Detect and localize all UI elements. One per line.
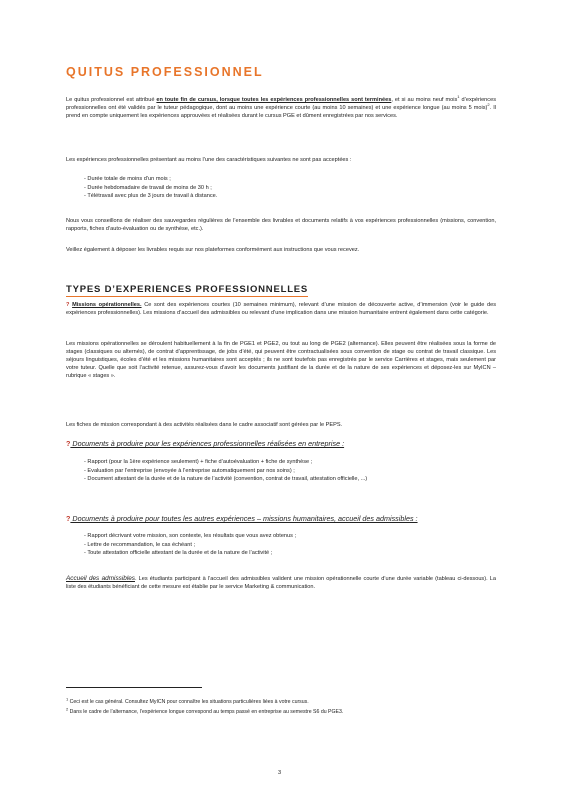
- footnote-text: Dans le cadre de l’alternance, l’expérience longue correspond au temps passé en entreprise au semestre S6 du PGE3.: [68, 709, 344, 715]
- missions-paragraph: [66, 302, 496, 318]
- docs-pro-list: [84, 458, 494, 484]
- list-item: - Document attestant de la durée et de la nature de l’activité (convention, contrat de travail, attestation officielle, ...): [84, 475, 494, 484]
- list-item: - Durée hebdomadaire de travail de moins de 30 h ;: [84, 184, 494, 193]
- page-number: 3: [278, 770, 282, 776]
- intro-text-b: , et si au moins neuf mois: [391, 97, 458, 103]
- missions-paragraph-2: Les missions opérationnelles se déroulent habituellement à la fin de PGE1 et PGE2, ou tout au long de PGE2 (alternance). Elles peuvent être réalisées sous la forme de stages (classiques ou alternés), de contrat d’apprentissage, de jobs d’été, qui peuvent être contractualisées sous convention de stage ou contrat de travail classique. Les séjours linguistiques, écoles d’été et les missions humanitaires sont acceptés ; ils ne sont toutefois pas enregistrés par le service Carrières et stages, mais seulement par votre tuteur. Quelle que soit l’activité retenue, assurez-vous d’avoir les documents justifiant de la durée et de la nature de ses expériences et déposez-les sur MyICN – rubrique « stages ».: [66, 341, 496, 379]
- advice-paragraph: Nous vous conseillons de réaliser des sauvegardes régulières de l’ensemble des livrables et documents relatifs à vos expériences professionnelles (missions, convention, rapports, fiches d’auto-évaluation ou de synthèse, etc.).: [66, 218, 496, 232]
- question-mark-icon: ?: [66, 302, 70, 308]
- section-title: [66, 284, 308, 295]
- list-item: - Evaluation par l’entreprise (envoyée à l’entreprise automatiquement par nos soins) ;: [84, 467, 494, 476]
- footnote-2: [66, 706, 496, 716]
- intro-text-d: . Il prend en compte uniquement les expériences approuvées et réalisées durant le cursus PGE et dûment enregistrées par nos services.: [66, 104, 496, 119]
- intro-text-a: Le quitus professionnel est attribué: [66, 97, 157, 103]
- question-mark-icon: ?: [66, 439, 71, 448]
- footnote-ref-2: 2: [487, 102, 490, 108]
- section-title-underline: [66, 296, 308, 297]
- list-item: - Rapport décrivant votre mission, son contexte, les résultats que vous avez obtenus ;: [84, 532, 494, 541]
- page-heading: QUITUS PROFESSIONNEL: [66, 65, 264, 79]
- footnote-1: [66, 696, 496, 706]
- deposit-paragraph: Veillez également à déposer les livrables requis sur nos plateformes conformément aux instructions que vous recevez.: [66, 247, 360, 253]
- section-title-text: TYPES D’EXPERIENCES PROFESSIONNELLES: [66, 284, 309, 295]
- intro-underlined: en toute fin de cursus, lorsque toutes les expériences professionnelles sont terminées: [156, 97, 392, 103]
- list-item: - Télétravail avec plus de 3 jours de travail à distance.: [84, 192, 494, 201]
- list-item: - Lettre de recommandation, le cas échéant ;: [84, 541, 494, 550]
- question-mark-icon: ?: [66, 514, 71, 523]
- footnote-number: 1: [66, 696, 69, 702]
- footnote-number: 2: [66, 706, 69, 712]
- intro-text-c: d’expériences professionnelles ont été validés par le tuteur pédagogique, dont au moins une expérience courte (au moins 10 semaines) et une expérience longue (au moins 5 mois): [66, 97, 497, 111]
- docs-pro-heading-text: Documents à produire pour les expériences professionnelles réalisées en entreprise :: [70, 439, 345, 448]
- footnote-separator: [66, 687, 202, 688]
- footnote-text: Ceci est le cas général. Consultez MyICN pour connaître les situations particulières liées à votre cursus.: [68, 699, 309, 705]
- accueil-paragraph: [66, 575, 496, 592]
- missions-label: Missions opérationnelles.: [72, 302, 142, 308]
- missions-paragraph-3: Les fiches de mission correspondant à des activités réalisées dans le cadre associatif sont gérées par le PEPS.: [66, 422, 343, 428]
- docs-other-heading: [66, 514, 498, 523]
- docs-other-list: [84, 532, 494, 558]
- accueil-text: . Les étudiants participant à l’accueil des admissibles valident une mission opérationnelle courte d’une durée variable (tableau ci-dessous). La liste des étudiants bénéficiant de cette mesure est établie par le service Marketing & communication.: [66, 576, 496, 590]
- list-item: - Toute attestation officielle attestant de la durée et de la nature de l’activité ;: [84, 549, 494, 558]
- footnote-ref-1: 1: [457, 94, 460, 100]
- criteria-intro: Les expériences professionnelles présentant au moins l’une des caractéristiques suivantes ne sont pas acceptées :: [66, 157, 352, 163]
- missions-text: Ce sont des expériences courtes (10 semaines minimum), relevant d’une mission de découverte active, d’immersion (voir le guide des expériences professionnelles). Les missions d’accueil des admissibles ou relevant d’une implication dans une mission humanitaire entrent également dans cette catégorie.: [66, 302, 496, 316]
- intro-paragraph: [66, 94, 497, 121]
- list-item: - Rapport (pour la 1ère expérience seulement) + fiche d’autoévaluation + fiche de synthèse ;: [84, 458, 494, 467]
- criteria-list: [84, 175, 494, 201]
- list-item: - Durée totale de moins d’un mois ;: [84, 175, 494, 184]
- docs-pro-heading: [66, 439, 498, 448]
- docs-other-heading-text: Documents à produire pour toutes les autres expériences – missions humanitaires, accueil des admissibles :: [70, 514, 418, 523]
- accueil-label: Accueil des admissibles: [66, 575, 135, 582]
